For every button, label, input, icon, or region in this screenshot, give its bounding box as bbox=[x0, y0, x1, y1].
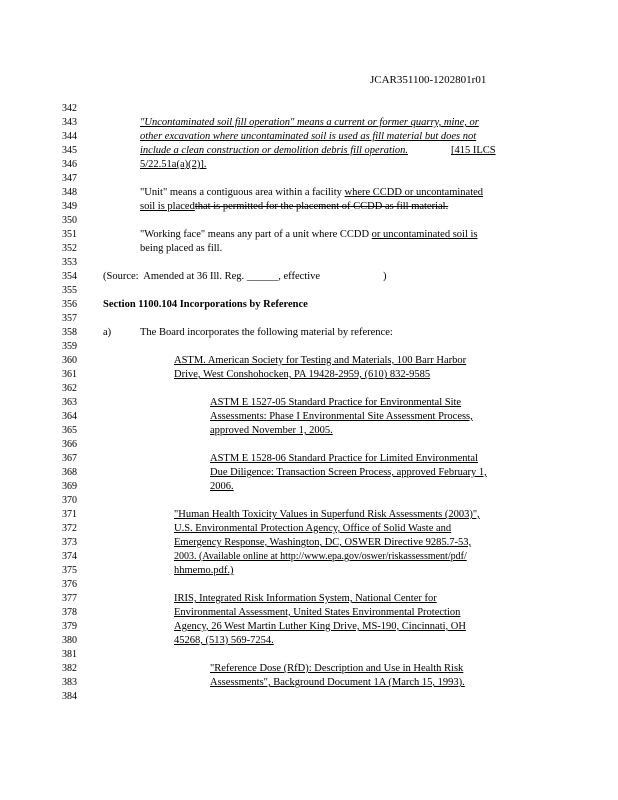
line-number: 360 bbox=[62, 355, 77, 366]
working-face-def-line1b: or uncontaminated soil is bbox=[371, 229, 478, 240]
astm1528-line1: ASTM E 1528-06 Standard Practice for Limited Environmental bbox=[210, 453, 478, 464]
line-number: 371 bbox=[62, 509, 77, 520]
subsection-a-text: The Board incorporates the following material by reference: bbox=[140, 327, 393, 338]
line-number: 376 bbox=[62, 579, 77, 590]
line-number: 364 bbox=[62, 411, 77, 422]
rfd-line2: Assessments", Background Document 1A (March 15, 1993). bbox=[210, 677, 465, 688]
line-number: 346 bbox=[62, 159, 77, 170]
line-number: 372 bbox=[62, 523, 77, 534]
hhtv-line4: 2003. (Available online at http://www.epa.gov/oswer/riskassessment/pdf/ bbox=[174, 551, 467, 562]
uncontaminated-def-line2: other excavation where uncontaminated soil is used as fill material but does not bbox=[140, 131, 477, 142]
astm-org-line2: Drive, West Conshohocken, PA 19428-2959, (610) 832-9585 bbox=[174, 369, 431, 380]
line-number: 347 bbox=[62, 173, 77, 184]
unit-def-line1a: "Unit" means a contiguous area within a facility bbox=[140, 187, 342, 198]
astm1527-line1: ASTM E 1527-05 Standard Practice for Environmental Site bbox=[210, 397, 462, 408]
line-number: 365 bbox=[62, 425, 77, 436]
iris-line4: 45268, (513) 569-7254. bbox=[174, 635, 274, 646]
uncontaminated-def-citation: [415 ILCS bbox=[451, 145, 496, 156]
line-number: 370 bbox=[62, 495, 77, 506]
line-number: 352 bbox=[62, 243, 77, 254]
working-face-def-line1a: "Working face" means any part of a unit where CCDD bbox=[140, 229, 370, 240]
iris-line1: IRIS, Integrated Risk Information System, National Center for bbox=[174, 593, 437, 604]
section-title: Section 1100.104 Incorporations by Reference bbox=[103, 299, 308, 310]
rfd-line1: "Reference Dose (RfD): Description and Use in Health Risk bbox=[210, 663, 464, 674]
line-number: 353 bbox=[62, 257, 77, 268]
hhtv-line2: U.S. Environmental Protection Agency, Office of Solid Waste and bbox=[174, 523, 452, 534]
line-number: 357 bbox=[62, 313, 77, 324]
line-number: 367 bbox=[62, 453, 77, 464]
astm1527-line3: approved November 1, 2005. bbox=[210, 425, 333, 436]
line-number: 379 bbox=[62, 621, 77, 632]
line-number: 368 bbox=[62, 467, 77, 478]
source-note: (Source: Amended at 36 Ill. Reg. ______, effective ) bbox=[103, 271, 387, 282]
line-number: 361 bbox=[62, 369, 77, 380]
astm1528-line2: Due Diligence: Transaction Screen Process, approved February 1, bbox=[210, 467, 487, 478]
line-number: 345 bbox=[62, 145, 77, 156]
line-number: 342 bbox=[62, 103, 77, 114]
working-face-def-line2: being placed as fill. bbox=[140, 243, 223, 254]
line-number: 348 bbox=[62, 187, 77, 198]
working-face-def-line1 bbox=[140, 229, 478, 240]
line-number: 350 bbox=[62, 215, 77, 226]
line-number: 382 bbox=[62, 663, 77, 674]
line-number: 375 bbox=[62, 565, 77, 576]
line-number: 362 bbox=[62, 383, 77, 394]
line-number: 369 bbox=[62, 481, 77, 492]
line-number: 354 bbox=[62, 271, 77, 282]
line-number: 363 bbox=[62, 397, 77, 408]
line-number: 384 bbox=[62, 691, 77, 702]
astm1527-line2: Assessments: Phase I Environmental Site Assessment Process, bbox=[210, 411, 473, 422]
line-number: 377 bbox=[62, 593, 77, 604]
line-number: 359 bbox=[62, 341, 77, 352]
line-number: 374 bbox=[62, 551, 77, 562]
document-id: JCAR351100-1202801r01 bbox=[370, 74, 487, 86]
unit-def-line2a: soil is placed bbox=[140, 201, 195, 212]
unit-def-line1b: where CCDD or uncontaminated bbox=[344, 187, 484, 198]
line-number: 351 bbox=[62, 229, 77, 240]
line-number: 344 bbox=[62, 131, 77, 142]
line-number: 356 bbox=[62, 299, 77, 310]
iris-line2: Environmental Assessment, United States Environmental Protection bbox=[174, 607, 461, 618]
unit-def-line2 bbox=[140, 201, 448, 212]
uncontaminated-def-line1: "Uncontaminated soil fill operation" means a current or former quarry, mine, or bbox=[140, 117, 479, 128]
line-number: 343 bbox=[62, 117, 77, 128]
astm1528-line3: 2006. bbox=[210, 481, 234, 492]
line-number: 366 bbox=[62, 439, 77, 450]
iris-line3: Agency, 26 West Martin Luther King Drive, MS-190, Cincinnati, OH bbox=[174, 621, 466, 632]
line-number: 349 bbox=[62, 201, 77, 212]
line-number: 378 bbox=[62, 607, 77, 618]
unit-def-line2b: that is permitted for the placement of CCDD as fill material. bbox=[194, 201, 449, 212]
line-number: 355 bbox=[62, 285, 77, 296]
hhtv-line5: hhmemo.pdf.) bbox=[174, 565, 234, 576]
line-number: 383 bbox=[62, 677, 77, 688]
unit-def-line1 bbox=[140, 187, 483, 198]
uncontaminated-def-line3: include a clean construction or demolition debris fill operation. bbox=[140, 145, 409, 156]
subsection-a-label: a) bbox=[103, 327, 112, 338]
astm-org-line1: ASTM. American Society for Testing and Materials, 100 Barr Harbor bbox=[174, 355, 467, 366]
line-number: 381 bbox=[62, 649, 77, 660]
hhtv-line3: Emergency Response, Washington, DC, OSWER Directive 9285.7-53, bbox=[174, 537, 472, 548]
line-number: 358 bbox=[62, 327, 77, 338]
line-number: 380 bbox=[62, 635, 77, 646]
uncontaminated-def-line4: 5/22.51a(a)(2)]. bbox=[140, 159, 207, 170]
hhtv-line1: "Human Health Toxicity Values in Superfund Risk Assessments (2003)", bbox=[174, 509, 480, 520]
line-number: 373 bbox=[62, 537, 77, 548]
